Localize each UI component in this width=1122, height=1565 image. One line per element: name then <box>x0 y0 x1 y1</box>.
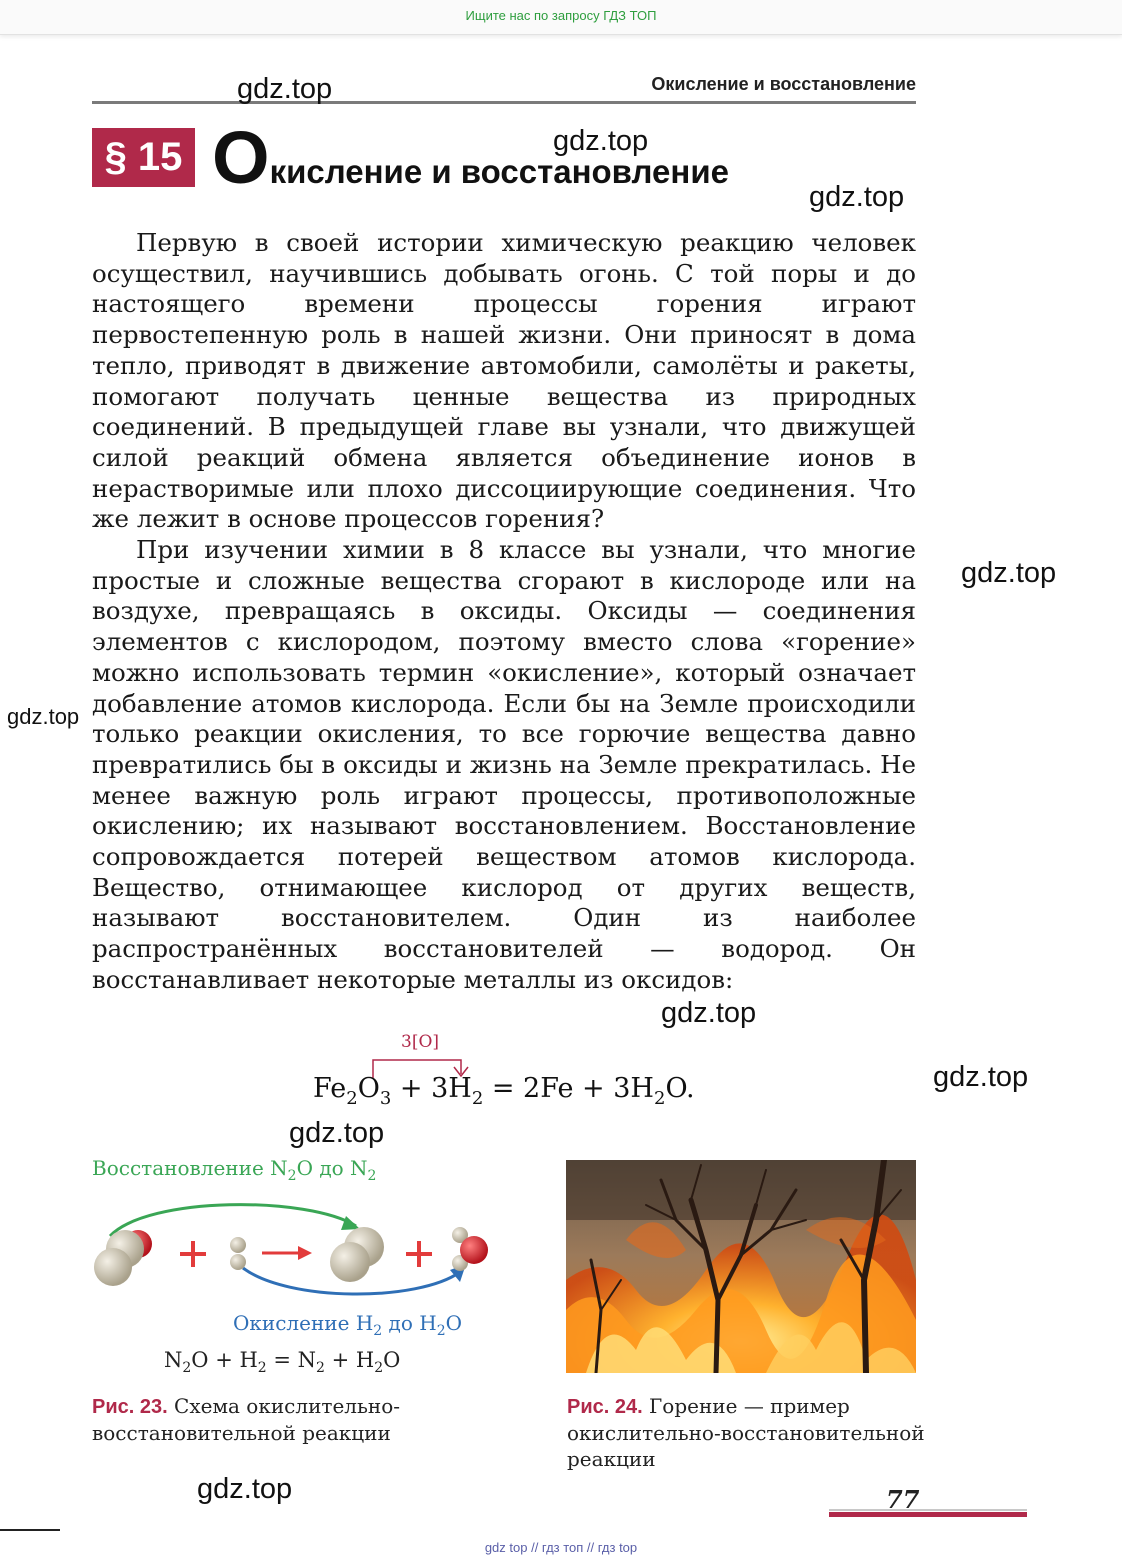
n2-molecule <box>330 1227 384 1282</box>
f23-eq-n2-sub: 2 <box>316 1360 325 1376</box>
f23-eq-h-sub: 2 <box>257 1360 267 1376</box>
header-divider <box>92 101 916 104</box>
redox-scheme-diagram <box>88 1190 508 1310</box>
n2o-molecule <box>94 1230 152 1286</box>
f23-eq-n-sub: 2 <box>182 1360 192 1376</box>
oxygen-transfer-label: 3[O] <box>401 1032 440 1052</box>
reduction-label <box>92 1156 377 1184</box>
watermark: gdz.top <box>197 1473 293 1505</box>
watermark: gdz.top <box>661 997 757 1029</box>
reduction-label-b: O до N <box>296 1156 368 1180</box>
plus-sign-2 <box>406 1241 432 1267</box>
watermark: gdz.top <box>933 1061 1029 1093</box>
eq-o-sub: 3 <box>379 1088 392 1109</box>
f23-eq-plus-h: + H <box>324 1348 375 1372</box>
watermark: gdz.top <box>961 557 1057 589</box>
figure-24-caption <box>567 1393 927 1472</box>
reduction-sub-a: 2 <box>287 1168 297 1184</box>
iron-reduction-equation <box>313 1073 695 1109</box>
eq-h2o-o: O. <box>665 1073 695 1104</box>
paragraph-2: При изучении химии в 8 классе вы узнали, что многие простые и сложные вещества сгорают в кислороде или на воздухе, превращаясь в оксиды. Оксиды — соединения элементов с кислородом, поэтому вместо слова «горение» можно использовать термин «окисление», который означает добавление атомов кислорода. Если бы на Земле происходили только реакции окисления, то все горючие вещества давно превратились бы в оксиды и жизнь на Земле прекратилась. Не менее важную роль играют процессы, противоположные окислению; их называют восстановлением. Восстановление сопровождается потерей веществом атомов кислорода. Вещество, отнимающее кислород от других веществ, называют восстановителем. Один из наиболее распространённых восстановителей — водород. Он восстанавливает некоторые металлы из оксидов: <box>92 535 916 994</box>
title-initial-letter: О <box>212 116 270 199</box>
n2o-reaction-equation <box>164 1348 401 1376</box>
watermark: gdz.top <box>289 1117 385 1149</box>
eq-fe-sub: 2 <box>346 1088 358 1109</box>
f23-eq-n: N <box>164 1348 183 1372</box>
f23-eq-o-plus-h: O + H <box>191 1348 258 1372</box>
forest-fire-photo <box>566 1160 916 1373</box>
watermark: gdz.top <box>7 704 80 729</box>
footer-links[interactable]: gdz top // гдз топ // гдз top <box>484 1540 638 1555</box>
oxidation-sub-a: 2 <box>373 1323 383 1339</box>
watermark: gdz.top <box>237 73 333 105</box>
oxidation-label-a: Окисление H <box>233 1311 374 1335</box>
eq-o: O <box>357 1073 380 1104</box>
f23-eq-h2o-sub: 2 <box>374 1360 384 1376</box>
reduction-label-a: Восстановление N <box>92 1156 288 1180</box>
f23-eq-o-end: O <box>383 1348 401 1372</box>
eq-products: = 2Fe + 3H <box>483 1073 654 1104</box>
oxidation-label-b: до H <box>382 1311 437 1335</box>
eq-h2o-sub: 2 <box>653 1088 666 1109</box>
reduction-sub-b: 2 <box>367 1168 377 1184</box>
oxidation-label-c: O <box>445 1311 463 1335</box>
figure-24-number: Рис. 24. <box>567 1396 643 1418</box>
page-number-rule-top <box>829 1509 1027 1511</box>
oxidation-sub-b: 2 <box>436 1323 446 1339</box>
eq-h-sub: 2 <box>471 1088 484 1109</box>
eq-fe: Fe <box>313 1073 347 1104</box>
title-text: кисление и восстановление <box>269 153 729 190</box>
watermark: gdz.top <box>553 125 649 157</box>
h2o-molecule <box>452 1227 488 1271</box>
figure-23-text: Схема окислительно-восстановительной реакции <box>92 1394 401 1445</box>
plus-sign-1 <box>180 1241 206 1267</box>
h2-molecule <box>230 1237 246 1270</box>
f23-eq-eq-n: = N <box>266 1348 317 1372</box>
running-head: Окисление и восстановление <box>651 74 916 94</box>
corner-rule <box>0 1529 60 1531</box>
figure-23-number: Рис. 23. <box>92 1396 168 1418</box>
body-text <box>92 228 916 996</box>
paragraph-number-badge: § 15 <box>92 128 195 187</box>
page-number-rule <box>829 1512 1027 1517</box>
chapter-title <box>212 118 729 198</box>
figure-24-text: Горение — пример окислительно-восстановительной реакции <box>567 1394 925 1471</box>
search-hint-link[interactable]: Ищите нас по запросу ГДЗ ТОП <box>465 8 657 23</box>
paragraph-1: Первую в своей истории химическую реакцию человек осуществил, научившись добывать огонь. С той поры и до настоящего времени процессы горения играют первостепенную роль в нашей жизни. Они приносят в дома тепло, приводят в движение автомобили, самолёты и ракеты, помогают получать ценные вещества из природных соединений. В предыдущей главе вы узнали, что движущей силой реакций обмена является объединение ионов в нерастворимые или плохо диссоциирующие соединения. Что же лежит в основе процессов горения? <box>92 228 916 534</box>
reaction-arrow <box>262 1246 312 1260</box>
eq-plus-h: + 3H <box>391 1073 472 1104</box>
reduction-arrow <box>110 1205 356 1236</box>
oxidation-label <box>233 1311 463 1339</box>
figure-23-caption <box>92 1393 452 1446</box>
top-banner <box>0 0 1122 35</box>
watermark: gdz.top <box>809 181 905 213</box>
page-number: 77 <box>886 1485 920 1514</box>
